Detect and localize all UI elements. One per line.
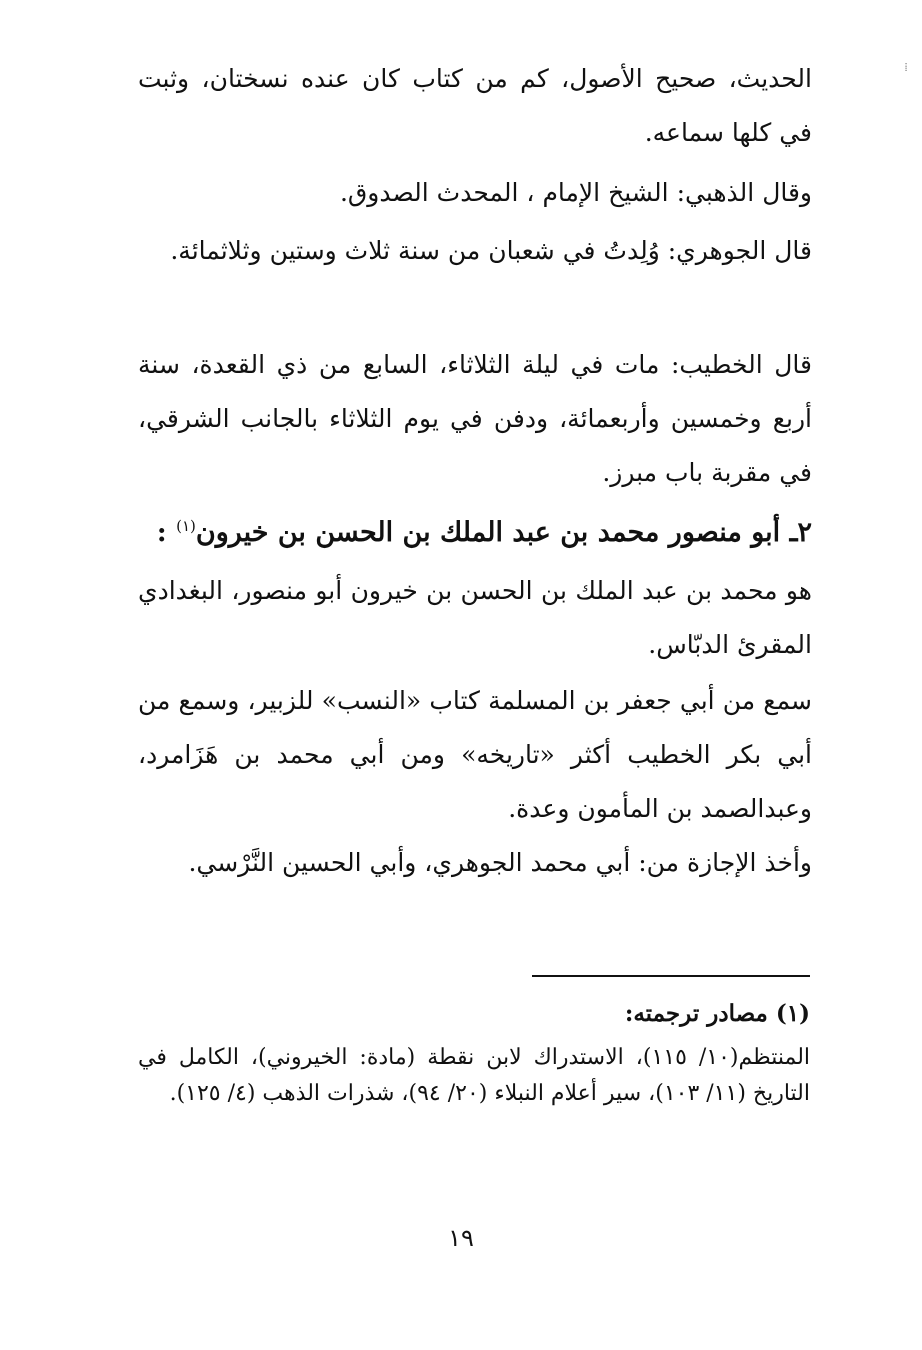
paragraph-entry-intro: هو محمد بن عبد الملك بن الحسن بن خيرون أبو منصور، البغدادي المقرئ الدبّاس. bbox=[138, 576, 812, 659]
paragraph-continuation: الحديث، صحيح الأصول، كم من كتاب كان عنده نسختان، وثبت في كلها سماعه. bbox=[138, 64, 812, 147]
paragraph-entry-ijaza: وأخذ الإجازة من: أبي محمد الجوهري، وأبي الحسين النَّرْسي. bbox=[188, 848, 812, 877]
entry-heading-text: ٢ـ أبو منصور محمد بن عبد الملك بن الحسن بن خيرون bbox=[195, 517, 812, 548]
footnote-reference[interactable]: (١) bbox=[176, 517, 196, 535]
paragraph-jawhari-quote: قال الجوهري: وُلِدتُ في شعبان من سنة ثلاث وستين وثلاثمائة. bbox=[170, 236, 812, 265]
footnote-heading: (١) مصادر ترجمته: bbox=[624, 1000, 810, 1027]
footnote-body: المنتظم(١٠/ ١١٥)، الاستدراك لابن نقطة (مادة: الخيروني)، الكامل في التاريخ (١١/ ١٠٣)، سير أعلام النبلاء (٢٠/ ٩٤)، شذرات الذهب (٤/ ١٢٥). bbox=[138, 1045, 811, 1106]
paragraph-khatib-quote: قال الخطيب: مات في ليلة الثلاثاء، السابع من ذي القعدة، سنة أربع وخمسين وأربعمائة، ودفن في يوم الثلاثاء بالجانب الشرقي، في مقربة باب مبرز. bbox=[138, 350, 812, 487]
paragraph-entry-hearing: سمع من أبي جعفر بن المسلمة كتاب «النسب» للزبير، وسمع من أبي بكر الخطيب أكثر «تاريخه» ومن أبي محمد بن هَزَامرد، وعبدالصمد بن المأمون وعدة. bbox=[138, 686, 812, 823]
entry-heading bbox=[138, 506, 812, 560]
page-edge-mark: ⁞ bbox=[904, 60, 908, 74]
paragraph-dhahabi-quote: وقال الذهبي: الشيخ الإمام ، المحدث الصدوق. bbox=[339, 178, 812, 207]
footnote-divider bbox=[532, 975, 810, 977]
page-number: ١٩ bbox=[448, 1224, 474, 1252]
entry-heading-suffix: : bbox=[156, 517, 177, 548]
